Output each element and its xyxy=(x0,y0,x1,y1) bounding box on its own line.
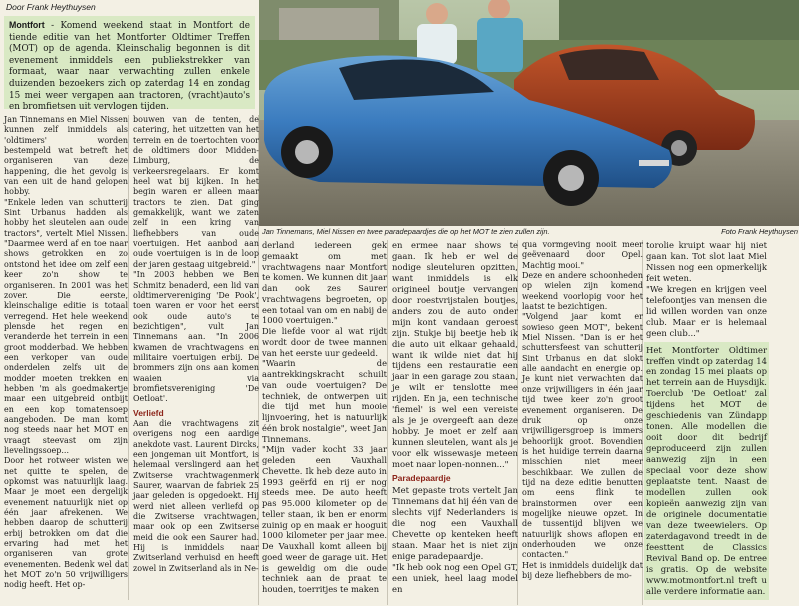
paragraph: "Waarin de aantrekkingskracht schuilt van oude voertuigen? De techniek, de ontwerpen uit die tijd met hun mooie lijnvoering, het is natuurlijk één brok nostalgie", weet Jan Tinnemans. xyxy=(262,358,387,444)
article-column-6 xyxy=(646,240,767,600)
paragraph: en ermee naar shows te gaan. Ik heb er wel de nodige sleuteluren opzitten, want inmiddels is elk origineel boutje vervangen door roestvrijstalen boutjes, anders zou de auto onder mijn kont vandaan geroest zijn. Stukje bij beetje heb ik die auto uit elkaar gehaald, want ik wilde niet dat hij tijdens een restauratie een jaar in een garage zou staan, je wilt er tenslotte mee rijden. En ja, een technische 'fiemel' is wel een vereiste als je je overgeeft aan deze hobby. Je moet er zelf aan kunnen sleutelen, want als je voor elk wissewasje meteen moet naar lopen-nonnen..." xyxy=(392,240,518,470)
article-column-5 xyxy=(522,240,643,581)
article-column-4 xyxy=(392,240,518,595)
car-photo xyxy=(259,0,799,226)
paragraph: Jan Tinnemans en Miel Nissen kunnen zelf inmiddels als 'oldtimers' worden bestempeld wat betreft het organiseren van deze happening, die het gevolg is van een uit de hand gelopen hobby. xyxy=(4,115,128,197)
paragraph: "In 2003 hebben we Ben Schmitz benaderd, een lid van oldtimervereniging 'De Pook', toen waren er voor het eerst ook oude auto's te bezichtigen", vult Jan Tinnemans aan. "In 2006 kwamen de vrachtwagens en militaire voertuigen erbij. De brommers zijn ons aan komen waaien via bromfietsvereniging 'De Oetloat'. xyxy=(133,270,259,404)
paragraph: Met gepaste trots vertelt Jan Tinnemans dat hij één van de slechts vijf Nederlanders is die nog een Vauxhall Chevette op kenteken heeft staan. Maar het is niet zijn enige paradepaardje. xyxy=(392,484,519,561)
subheading-verliefd: Verliefd xyxy=(133,407,164,418)
column-divider xyxy=(128,115,129,600)
subheading-paradepaardje: Paradepaardje xyxy=(392,473,451,484)
paragraph: Die liefde voor al wat rijdt wordt door de twee mannen van het eerste uur gedeeld. xyxy=(262,326,387,358)
paragraph: derland iedereen gek gemaakt om met vrachtwagens naar Montfort te komen. We kunnen dit jaar dan ook zes Saurer vrachtwagens begroeten, op een totaal van om en nabij de 1000 voertuigen." xyxy=(262,240,387,326)
column-divider xyxy=(387,240,388,605)
paragraph: "Enkele leden van schutterij Sint Urbanus hadden als hobby het sleutelen aan oude tractors", vertelt Miel Nissen. "Daarmee werd af en toe naar shows getrokken en zo ontstond het idee om zelf een keer zo'n show te organiseren. In 2001 was het zover. Die eerste, kleinschalige editie is totaal verregend. Het hele weekend plensde het regen en veranderde het terrein in een groot modderbad. We hebben een verkoper van oude onderdelen zelfs uit de modder moeten trekken en hebben 'm als goedmakertje maar een uitgebreid ontbijt en een kop tomatensoep aangeboden. De man komt nog steeds naar het MOT en vraagt steevast om zijn lievelingssoep... xyxy=(4,197,128,455)
article-column-1 xyxy=(4,115,128,591)
paragraph: "Ik heb ook nog een Opel GT, een uniek, heel laag model en xyxy=(392,561,518,594)
paragraph: Deze en andere schoonheden op wielen zijn komend weekend voorlopig voor het laatst te bezichtigen. xyxy=(522,271,643,312)
paragraph: qua vormgeving nooit meer geëvenaard door Opel. Machtig mooi." xyxy=(522,240,643,270)
intro-box xyxy=(4,16,255,113)
paragraph: "Mijn vader kocht 33 jaar geleden een Vauxhall Chevette. Ik heb deze auto in 1993 geërfd en rij er nog steeds mee. De auto heeft pas 95.000 kilometer op de teller staan, ik ben er enorm zuinig op en maak er hooguit 1000 kilometer per jaar mee. De Vauxhall komt alleen bij goed weer de garage uit. Het is geweldig om die oude techniek aan de praat te houden, toerritjes te maken xyxy=(262,444,387,594)
paragraph: "We kregen en krijgen veel telefoontjes van mensen die lid willen worden van onze club. Maar er is helemaal geen club..." xyxy=(646,283,767,338)
paragraph: Aan die vrachtwagens zit overigens nog een aardige anekdote vast. Laurent Dircks, een jongeman uit Montfort, is helemaal verslingerd aan het Zwitserse vrachtwagenmerk Saurer, waarvan de fabriek 25 jaar geleden is opgedoekt. Hij werd niet alleen verliefd op die Zwitserse vrachtwagen, maar ook op een Zwitserse meid die ook een Saurer had. Hij is inmiddels naar Zwitserland verhuisd en heeft zowel in Zwitserland als in Ne- xyxy=(133,418,259,573)
paragraph: Het is inmiddels duidelijk dat bij deze liefhebbers de mo- xyxy=(522,560,643,580)
intro-place: Montfort xyxy=(9,20,45,30)
photo-caption-bar xyxy=(262,227,798,236)
info-box: Het Montforter Oldtimer treffen vindt op zaterdag 14 en zondag 15 mei plaats op het terrein aan de Huysdijk. Toerclub 'De Oetloat' zal tijdens het MOT de geschiedenis van Zündapp tonen. Alle modellen die ooit door dit bedrijf geproduceerd zijn zullen aanwezig zijn in een speciaal voor deze show geplaatste tent. Naast de modellen zullen ook kopieën aanwezig zijn van de originele documentatie van deze tweewielers. Op zaterdagavond treedt in de feesttent de Classics Revival Band op. De entree is gratis. Op de website www.motmontfort.nl treft u alle verdere informatie aan. xyxy=(644,342,769,600)
photo-credit: Foto Frank Heythuysen xyxy=(721,227,798,236)
paragraph: Door het rotweer wisten we net quitte te spelen, de opkomst was natuurlijk laag. Maar je moet een dergelijk evenement natuurlijk niet op één jaar afrekenen. We hebben daarop de schutterij erbij betrokken om dat die ervaring had met het organiseren van grote evenementen. Bedenk wel dat het MOT zo'n 50 vrijwilligers nodig heeft. Het op- xyxy=(4,456,128,590)
article-column-2 xyxy=(133,115,259,574)
paragraph: torolie kruipt waar hij niet gaan kan. Tot slot laat Miel Nissen nog een opmerkelijk feit weten. xyxy=(646,240,767,283)
paragraph: bouwen van de tenten, de catering, het uitzetten van het terrein en de toertochten voor de oldtimers door Midden-Limburg, de verkeersregelaars. Er komt heel wat bij kijken. In het begin waren er alleen maar tractors te zien. Dat ging gemakkelijk, want we zaten zelf in een kring van liefhebbers van oude voertuigen. Het aanbod aan oude voertuigen is in de loop der jaren gestaag uitgebreid." xyxy=(133,115,259,269)
byline: Door Frank Heythuysen xyxy=(6,2,96,12)
photo-caption: Jan Tinnemans, Miel Nissen en twee paradepaardjes die op het MOT te zien zullen zijn. xyxy=(262,227,550,236)
intro-text: - Komend weekend staat in Montfort de tiende editie van het Montforter Oldtimer Treffen (MOT) op de agenda. Kleinschalig begonnen is dit evenement inmiddels een publiekstrekker van formaat, waar naar verwachting zullen enkele duizenden bezoekers zich op zaterdag 14 en zondag 15 mei weer vergapen aan tractoren, (vracht)auto's en bromfietsen uit vervlogen tijden. xyxy=(9,21,250,113)
paragraph: "Volgend jaar komt er sowieso geen MOT", bekent Miel Nissen. "Dan is er het schuttersfeest van schutterij Sint Urbanus en dat slokt alle aandacht en energie op. Je kunt niet verwachten dat onze vrijwilligers in één jaar tijd twee keer zo'n groot evenement organiseren. De druk op onze vrijwilligersgroep is immers behoorlijk groot. Bovendien is het huidige terrein daarna misschien niet meer beschikbaar. We zullen de tijd na deze editie benutten om eens flink te brainstormen over een mogelijke nieuwe opzet. In de tussentijd blijven we natuurlijk shows aflopen en onderhouden we onze contacten." xyxy=(522,312,643,560)
article-column-3 xyxy=(262,240,387,595)
